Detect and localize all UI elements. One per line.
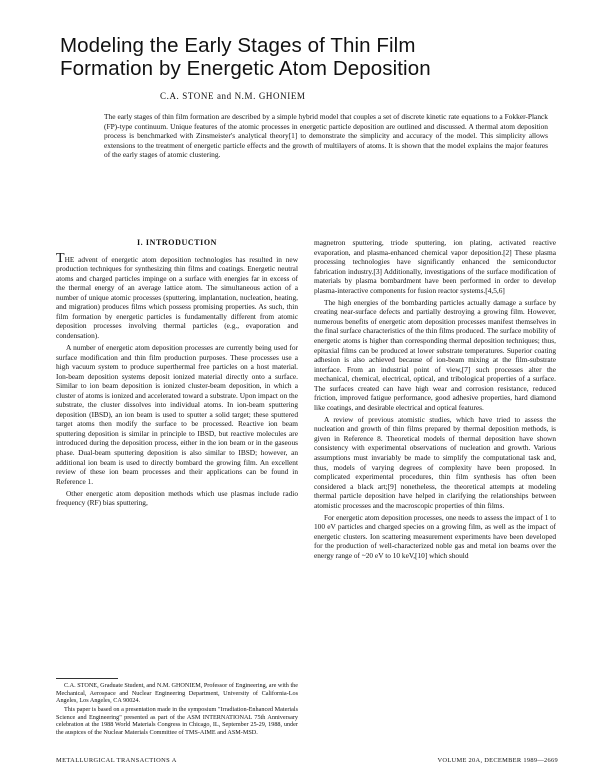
paper-title	[60, 34, 540, 80]
left-column	[56, 238, 298, 510]
right-paragraph-1: magnetron sputtering, triode sputtering, ion plating, activated reactive evaporation, and plasma-enhanced chemical vapor deposition.[2] These plasma processing technologies have significantly enhanced the semiconductor fabrication industry.[3] Additionally, investigations of the surface modification of materials by plasma bombardment have been performed in order to develop plasma-interactive components for fusion reactor systems.[4,5,6]	[314, 238, 556, 295]
footnote-authors: C.A. STONE, Graduate Student, and N.M. GHONIEM, Professor of Engineering, are with the Mechanical, Aerospace and Nuclear Engineering Department, University of California-Los Angeles, Los Angeles, CA 90024.	[56, 682, 298, 705]
authors: C.A. STONE and N.M. GHONIEM	[160, 91, 306, 101]
title-line-1: Modeling the Early Stages of Thin Film	[60, 34, 416, 57]
section-heading: I. INTRODUCTION	[136, 238, 218, 247]
intro-paragraph-3: Other energetic atom deposition methods which use plasmas include radio frequency (RF) bias sputtering,	[56, 488, 298, 508]
title-line-2: Formation by Energetic Atom Deposition	[60, 57, 431, 80]
journal-footer: METALLURGICAL TRANSACTIONS A	[56, 757, 177, 764]
right-paragraph-2: The high energies of the bombarding particles actually damage a surface by creating near-surface defects and partially destroying a growing film. However, numerous benefits of energetic atom deposition processes manifest themselves in the final surface characteristics of the thin films produced. The surface mobility of energetic atoms is higher than corresponding thermal deposition techniques; thus, epitaxial films can be produced at lower substrate temperatures. Superior coating adhesion is also achieved because of ion-beam mixing at the film-substrate interface. From an industrial point of view,[7] such processes alter the mechanical, chemical, electrical, optical, and tribological properties of a surface. The surfaces created can have high wear and corrosion resistance, reduced friction, improved fatigue performance, good adhesive properties, hard diamond like coatings, and desirable electrical and optical features.	[314, 297, 556, 412]
intro-paragraph-1-text: HE advent of energetic atom deposition technologies has resulted in new production techniques for synthesizing thin films and coatings. Energetic neutral atoms and charged particles impinge on a surface with energies far in excess of the thermal energy of an average lattice atom. The simultaneous action of a number of unique atomic processes (sputtering, implantation, nucleation, heating, and migration) produces films which possess promising properties. As such, thin film formation by energetic particles is fundamentally different from atomic deposition processes involving thermal particles (e.g., evaporation and condensation).	[56, 254, 298, 340]
right-paragraph-4: For energetic atom deposition processes, one needs to assess the impact of 1 to 100 eV particles and charged species on a growing film, as well as the impact of energetic clusters. Ion scattering measurement experiments have been developed for the production of well-characterized noble gas and metal ion beams over the energy range of ~20 eV to 10 keV,[10] which should	[314, 512, 556, 560]
intro-paragraph-2: A number of energetic atom deposition processes are currently being used for surface modification and thin film production purposes. These processes use a high vacuum system to produce superthermal free particles on a host material. Ion-beam deposition systems deposit ionized material directly onto a surface. Similar to ion beam deposition is ionized cluster-beam deposition, in which a cluster of atoms is ionized and accelerated toward a substrate. Upon impact on the substrate, the cluster dissolves into individual atoms. In ion-beam sputtering deposition (IBSD), an ion beam is used to sputter a solid target; these sputtered target atoms then modify the surface to be processed. Reactive ion beam sputtering deposition is similar in principle to IBSD, but reactive molecules are introduced during the deposition process, either in the ion beam or in the gaseous phase. Dual-beam sputtering deposition is also similar to IBSD; however, an additional ion beam is used to directly bombard the growing film. An excellent review of these ion beam processes and their applications can be found in Reference 1.	[56, 342, 298, 486]
right-column	[314, 238, 556, 563]
abstract: The early stages of thin film formation are described by a simple hybrid model that couples a set of discrete kinetic rate equations to a Fokker-Planck (FP)-type continuum. Unique features of the atomic processes in energetic particle deposition are outlined and discussed. A thermal atom deposition process is benchmarked with Zinsmeister's analytical theory[1] to demonstrate the simplicity and accuracy of the model. This simplicity allows extensions to the treatment of energetic particle effects and the growth of multilayers of atoms. It is shown that the model explains the major features of the early stages of atomic clustering.	[104, 112, 548, 160]
footnote-symposium: This paper is based on a presentation made in the symposium "Irradiation-Enhanced Materials Science and Engineering" presented as part of the ASM INTERNATIONAL 75th Anniversary celebration at the 1988 World Materials Congress in Chicago, IL, September 25-29, 1988, under the auspices of the Nuclear Materials Committee of TMS-AIME and ASM-MSD.	[56, 706, 298, 737]
footnotes	[56, 682, 298, 738]
footnote-rule	[56, 678, 118, 679]
intro-paragraph-1	[56, 250, 298, 341]
right-paragraph-3: A review of previous atomistic studies, which have tried to assess the nucleation and growth of thin films prepared by thermal deposition methods, is given in Reference 8. Theoretical models of thermal deposition have shown consistency with experimental observations of nucleation and growth. Various assumptions must invariably be made to simplify the computational task and, thus, models of varying degrees of complexity have been proposed. In complicated experimental procedures, thin film synthesis has often been considered a black art;[9] nonetheless, the theoretical attempts at modeling thermal particle deposition have helped in clarifying the relationships between atomistic processes and the macroscopic properties of thin films.	[314, 414, 556, 510]
volume-footer: VOLUME 20A, DECEMBER 1989—2669	[437, 757, 558, 764]
drop-cap: T	[56, 250, 65, 266]
